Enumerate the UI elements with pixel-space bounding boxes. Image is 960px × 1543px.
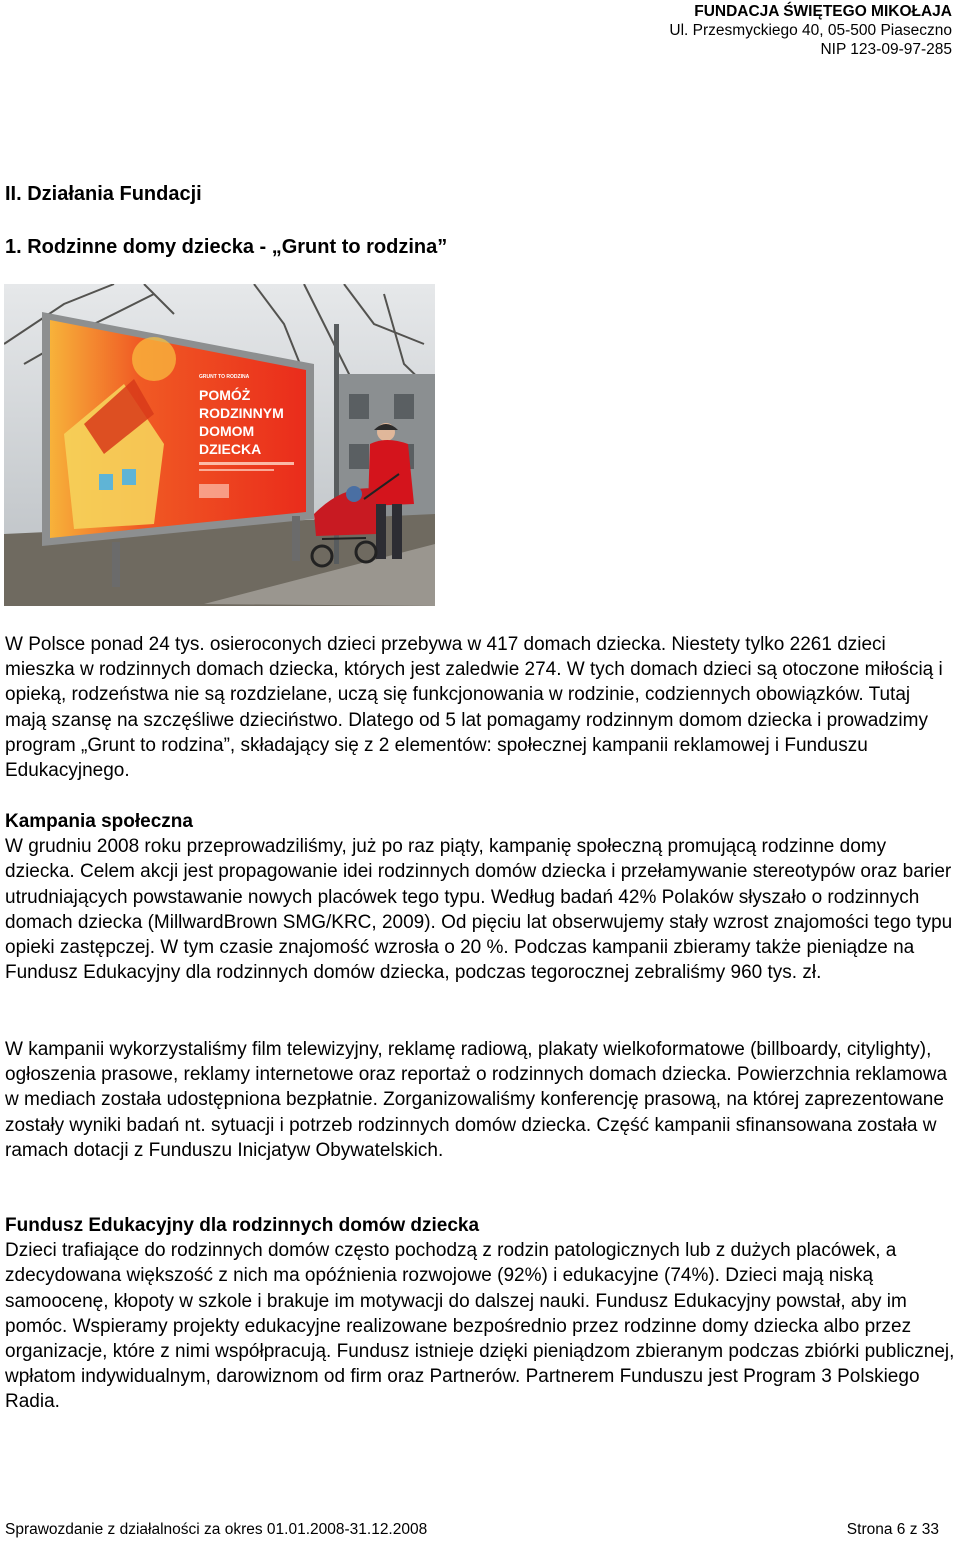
fund-paragraph: Dzieci trafiające do rodzinnych domów często pochodzą z rodzin patologicznych lub z dużych placówek, a zdecydowana większość z nich ma opóźnienia rozwojowe (92%) i edukacyjne (74%). Dzieci mają niską samoocenę, kłopoty w szkole i brakuje im motywacji do dalszej nauki. Fundusz Edukacyjny powstał, aby im pomóc. Wspieramy projekty edukacyjne realizowane bezpośrednio przez rodzinne domy dziecka albo przez organizacje, które z nimi współpracują. Fundusz istnieje dzięki pieniądzom zbieranym podczas zbiórki publicznej, wpłatom indywidualnym, darowiznom od firm oraz Partnerów. Partnerem Funduszu jest Program 3 Polskiego Radia. bbox=[5, 1240, 955, 1413]
campaign-section bbox=[5, 809, 955, 985]
billboard-text-4: DZIECKA bbox=[199, 441, 262, 457]
intro-paragraph: W Polsce ponad 24 tys. osieroconych dzieci przebywa w 417 domach dziecka. Niestety tylko 2261 dzieci mieszka w rodzinnych domach dziecka, których jest zaledwie 274. W tych domach dzieci są otoczone miłością i opieką, rodzeństwa nie są rozdzielane, uczą się funkcjonowania w rodzinie, codziennych obowiązków. Tutaj mają szansę na szczęśliwe dzieciństwo. Dlatego od 5 lat pomagamy rodzinnym domom dziecka i prowadzimy program „Grunt to rodzina”, składający się z 2 elementów: społecznej kampanii reklamowej i Funduszu Edukacyjnego. bbox=[5, 634, 943, 782]
page-header bbox=[669, 2, 952, 59]
footer-report-period: Sprawozdanie z działalności za okres 01.01.2008-31.12.2008 bbox=[5, 1521, 428, 1538]
billboard-text-2: RODZINNYM bbox=[199, 405, 284, 421]
organization-address: Ul. Przesmyckiego 40, 05-500 Piaseczno bbox=[669, 22, 952, 39]
footer-page-number: Strona 6 z 33 bbox=[846, 1521, 939, 1538]
fund-section bbox=[5, 1213, 955, 1415]
campaign-paragraph-2: W kampanii wykorzystaliśmy film telewizyjny, reklamę radiową, plakaty wielkoformatowe (billboardy, citylighty), ogłoszenia prasowe, reklamy internetowe oraz reportaż o rodzinnych domach dziecka. Powierzchnia reklamowa w mediach została udostępniona bezpłatnie. Zorganizowaliśmy konferencję prasową, na której zaprezentowane zostały wyniki badań nt. sytuacji i potrzeb rodzinnych domów dziecka. Część kampanii sfinansowana została w ramach dotacji z Funduszu Inicjatyw Obywatelskich. bbox=[5, 1039, 948, 1161]
billboard-photo-image bbox=[4, 284, 435, 606]
section-title: II. Działania Fundacji bbox=[5, 183, 202, 205]
page-footer bbox=[5, 1521, 939, 1539]
billboard-photo bbox=[4, 284, 435, 606]
organization-name: FUNDACJA ŚWIĘTEGO MIKOŁAJA bbox=[694, 3, 952, 20]
campaign-heading: Kampania społeczna bbox=[5, 811, 193, 832]
subsection-title: 1. Rodzinne domy dziecka - „Grunt to rodzina” bbox=[5, 236, 448, 258]
fund-heading: Fundusz Edukacyjny dla rodzinnych domów dziecka bbox=[5, 1215, 480, 1236]
billboard-text-1: POMÓŻ bbox=[199, 387, 251, 403]
campaign-paragraph-1: W grudniu 2008 roku przeprowadziliśmy, już po raz piąty, kampanię społeczną promującą rodzinne domy dziecka. Celem akcji jest propagowanie idei rodzinnych domów dziecka i przełamywanie stereotypów oraz barier utrudniających powstawanie nowych placówek tego typu. Według badań 42% Polaków słyszało o rodzinnych domach dziecka (MillwardBrown SMG/KRC, 2009). Od pięciu lat obserwujemy stały wzrost znajomości tego typu opieki zastępczej. W tym czasie znajomość wzrosła o 20 %. Podczas kampanii zbieramy także pieniądze na Fundusz Edukacyjny dla rodzinnych domów dziecka, podczas tegorocznej zebraliśmy 960 tys. zł. bbox=[5, 836, 953, 984]
billboard-text-small: GRUNT TO RODZINA bbox=[199, 374, 250, 380]
organization-nip: NIP 123-09-97-285 bbox=[820, 41, 952, 58]
billboard-text-3: DOMOM bbox=[199, 423, 255, 439]
